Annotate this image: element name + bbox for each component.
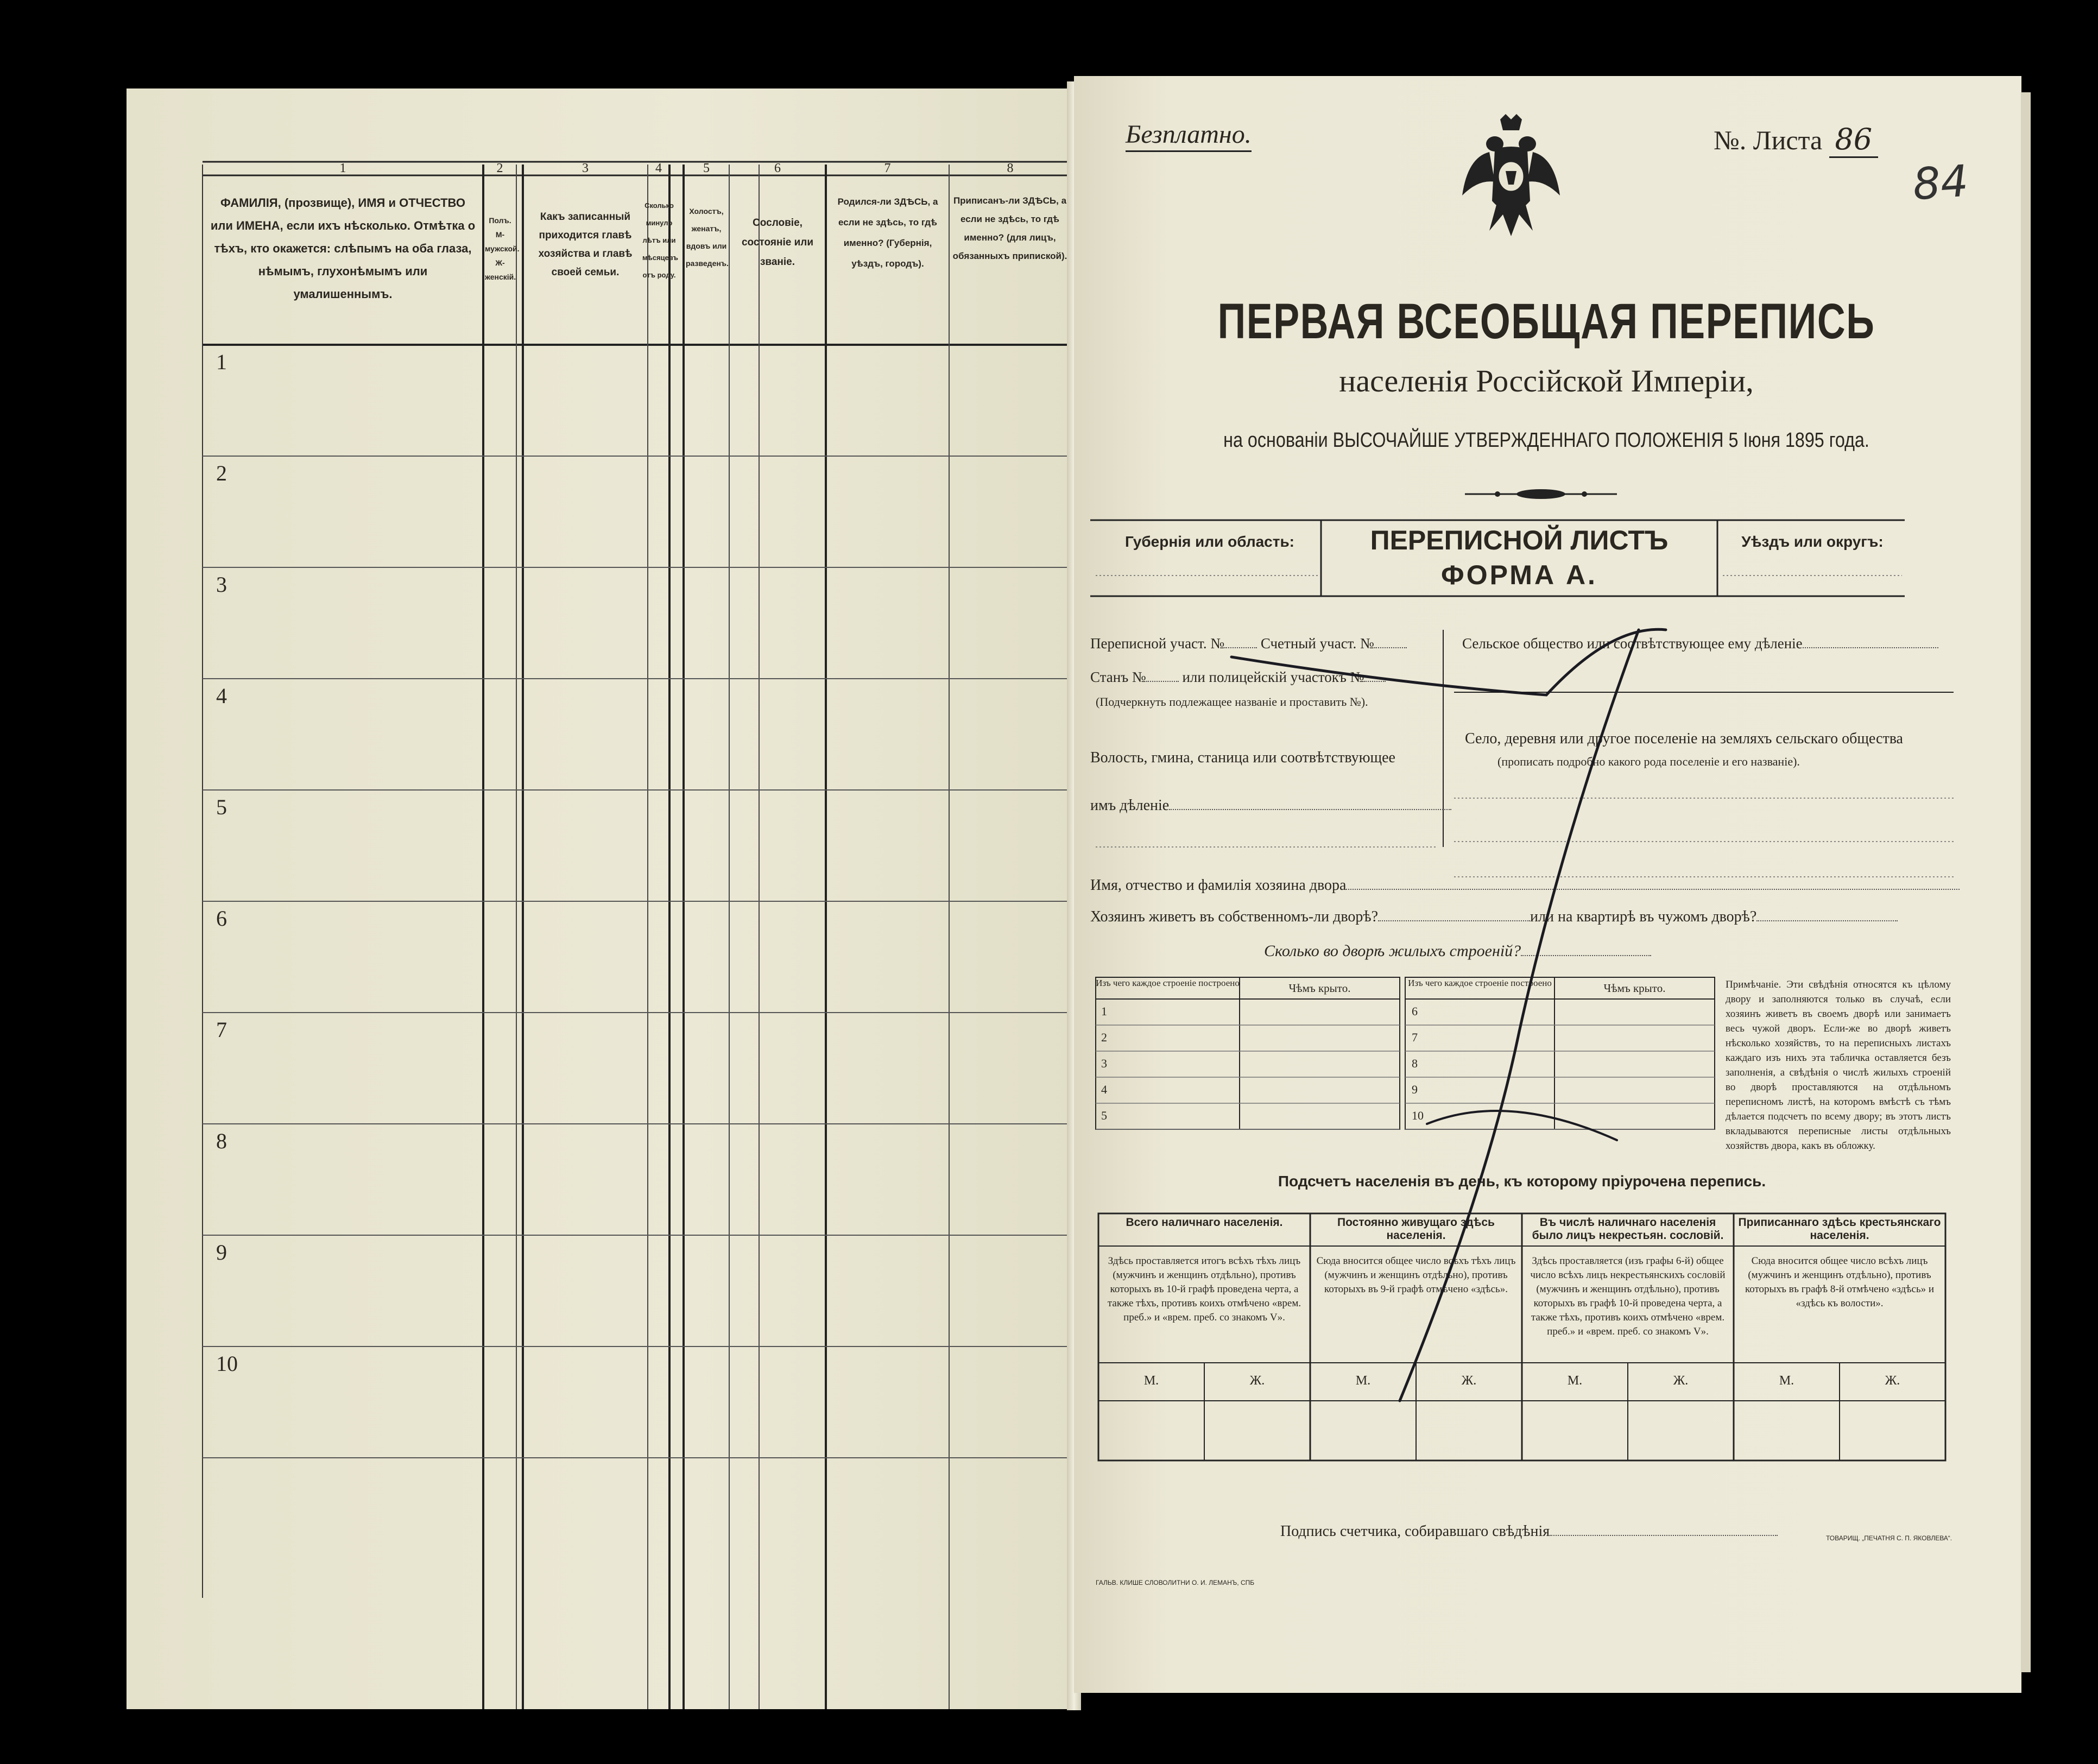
female-label: Ж. (1249, 1374, 1265, 1388)
bldg-row-number: 7 (1412, 1030, 1418, 1044)
form-title-line2: ФОРМА А. (1441, 560, 1597, 590)
count-col-desc: Здѣсь проставляется (изъ графы 6-й) общее число всѣхъ лицъ некрестьянскихъ сословій (мужчинъ и женщинъ отдѣльно), противъ которыхъ въ графѣ 10-й проведена черта, а также тѣхъ, противъ коихъ отмѣчено «врем. преб.» и «врем. преб. со знакомъ V». (1530, 1255, 1726, 1337)
sheet-label: №. Листа 86 (1714, 122, 1878, 158)
count-col-desc: Сюда вносится общее число всѣхъ лицъ (мужчинъ и женщинъ отдѣльно), противъ которыхъ въ графѣ 8-й отмѣчено «здѣсь» и «здѣсь къ волости». (1745, 1255, 1935, 1309)
row-number: 10 (216, 1351, 238, 1376)
volost-label: Волость, гмина, станица или соотвѣтствующее (1090, 749, 1395, 766)
col-number-6: 6 (774, 161, 781, 175)
row-number: 1 (216, 350, 227, 374)
col-number-1: 1 (339, 161, 346, 175)
row-number: 5 (216, 795, 227, 819)
col-header-6: Сословіе, состояніе или званіе. (741, 217, 814, 268)
col-header-2: Полъ. М-мужской. Ж-женскій. (485, 216, 520, 281)
census-title: ПЕРВАЯ ВСЕОБЩАЯ ПЕРЕПИСЬ (1217, 294, 1875, 349)
owner-name-field: Имя, отчество и фамилія хозяина двора (1090, 877, 1960, 894)
bldg-col-material-right: Изъ чего каждое строеніе построено (1408, 978, 1552, 988)
uezd-label: Уѣздъ или округъ: (1741, 533, 1884, 550)
bldg-row-number: 5 (1101, 1109, 1107, 1122)
left-page (127, 88, 1074, 1709)
male-label: М. (1355, 1374, 1371, 1388)
col-number-8: 8 (1007, 161, 1014, 175)
col-number-4: 4 (655, 161, 662, 175)
village-note: (прописать подробно какого рода поселеніе и его названіе). (1497, 755, 1800, 768)
stan-field: Станъ № или полицейскій участокъ № (1090, 669, 1386, 686)
col-header-8: Приписанъ-ли ЗДѢСЬ, а если не здѣсь, то гдѣ именно? (для лицъ, обязанныхъ припиской). (952, 195, 1067, 261)
col-number-7: 7 (884, 161, 891, 175)
printer-left: ГАЛЬВ. КЛИШЕ СЛОВОЛИТНИ О. И. ЛЕМАНЪ, СПБ (1096, 1579, 1255, 1586)
bldg-row-number: 8 (1412, 1057, 1418, 1070)
bldg-row-number: 6 (1412, 1004, 1418, 1018)
count-col-desc: Здѣсь проставляется итогъ всѣхъ тѣхъ лицъ (мужчинъ и женщинъ отдѣльно), противъ которыхъ въ 10-й графѣ проведена черта, а также тѣхъ, противъ коихъ отмѣчено «врем. преб.» и «врем. преб. со знакомъ V». (1107, 1255, 1301, 1323)
buildings-note: Примѣчаніе. Эти свѣдѣнія относятся къ цѣлому двору и заполняются только въ случаѣ, если хозяинъ живетъ въ своемъ дворѣ или занимаетъ весь чужой дворъ. Если-же во дворѣ живетъ нѣсколько хозяйствъ, то на переписныхъ листахъ каждаго изъ нихъ эта табличка оставляется безъ заполненія, а свѣдѣнія о числѣ жилыхъ строеній во дворѣ проставляются на отдѣльномъ переписномъ листѣ, на которомъ вмѣстѣ съ тѣмъ дѣлается подсчетъ по всему двору; въ этотъ листъ вкладываются переписные листы отдѣльныхъ хозяйствъ двора, какъ въ обложку. (1726, 979, 1951, 1152)
left-table-grid (127, 88, 1074, 1709)
bldg-row-number: 4 (1101, 1083, 1107, 1096)
census-district-field: Переписной участ. № Счетный участ. № (1090, 635, 1407, 652)
col-header-3: Какъ записанный приходится главѣ хозяйства и главѣ своей семьи. (538, 211, 633, 278)
bldg-row-number: 2 (1101, 1030, 1107, 1044)
male-label: М. (1779, 1374, 1794, 1388)
owner-lives-field: Хозяинъ живетъ въ собственномъ-ли дворѣ? или на квартирѣ въ чужомъ дворѣ? (1090, 908, 1898, 926)
col-header-7: Родился-ли ЗДѢСЬ, а если не здѣсь, то гдѣ именно? (Губернія, уѣздъ, городъ). (837, 197, 938, 269)
row-number: 3 (216, 572, 227, 597)
printer-right: ТОВАРИЩ. „ПЕЧАТНЯ С. П. ЯКОВЛЕВА“. (1826, 1534, 1952, 1542)
row-number: 9 (216, 1240, 227, 1264)
buildings-question: Сколько во дворѣ жилыхъ строеній? (1264, 942, 1651, 960)
bldg-row-number: 1 (1101, 1004, 1107, 1018)
census-subtitle: населенія Россійской Имперіи, (1339, 363, 1754, 399)
village-label: Село, деревня или другое поселеніе на земляхъ сельскаго общества (1465, 730, 1903, 747)
count-col-header: Постоянно живущаго здѣсь населенія. (1337, 1216, 1495, 1242)
free-label: Безплатно. (1126, 119, 1252, 152)
row-number: 4 (216, 684, 227, 708)
bldg-col-roof-right: Чѣмъ крыто. (1603, 982, 1666, 995)
underline-note: (Подчеркнуть подлежащее названіе и проставить №). (1096, 695, 1368, 709)
bldg-row-number: 3 (1101, 1057, 1107, 1070)
right-page (1074, 76, 2021, 1693)
row-number: 2 (216, 461, 227, 485)
row-number: 7 (216, 1017, 227, 1042)
division-field: имъ дѣленіе (1090, 797, 1451, 814)
count-col-header: Въ числѣ наличнаго населенія было лицъ некрестьян. сословій. (1532, 1216, 1724, 1242)
col-number-3: 3 (582, 161, 589, 175)
bldg-col-material-left: Изъ чего каждое строеніе построено (1096, 978, 1240, 988)
gubernia-label: Губернія или область: (1124, 533, 1295, 550)
bldg-row-number: 9 (1412, 1083, 1418, 1096)
bldg-row-number: 10 (1412, 1109, 1424, 1122)
row-number: 6 (216, 906, 227, 931)
corner-note-handwritten: 84 (1911, 155, 1970, 210)
col-number-5: 5 (703, 161, 710, 175)
signature-field: Подпись счетчика, собиравшаго свѣдѣнія (1280, 1523, 1778, 1540)
col-header-4: Сколько минуло лѣтъ или мѣсяцевъ отъ роду. (642, 201, 678, 279)
count-col-desc: Сюда вносится общее число всѣхъ тѣхъ лицъ (мужчинъ и женщинъ отдѣльно), противъ которыхъ въ 9-й графѣ отмѣчено «здѣсь». (1316, 1255, 1516, 1295)
count-col-header: Приписаннаго здѣсь крестьянскаго населенія. (1738, 1216, 1941, 1242)
row-number: 8 (216, 1129, 227, 1153)
col-number-2: 2 (496, 161, 503, 175)
census-basis: на основаніи ВЫСОЧАЙШЕ УТВЕРЖДЕННАГО ПОЛОЖЕНІЯ 5 Іюня 1895 года. (1223, 429, 1869, 452)
bldg-col-roof-left: Чѣмъ крыто. (1288, 982, 1351, 995)
sheet-number-handwritten: 86 (1829, 122, 1878, 158)
rural-society-field: Сельское общество или соотвѣтствующее ему дѣленіе (1462, 635, 1938, 652)
female-label: Ж. (1885, 1374, 1900, 1388)
col-header-1: ФАМИЛІЯ, (прозвище), ИМЯ и ОТЧЕСТВО или ИМЕНА, если ихъ нѣсколько. Отмѣтка о тѣхъ, кто окажется: слѣпымъ на оба глаза, нѣмымъ, глухонѣмымъ или умалишеннымъ. (210, 196, 476, 301)
form-title-line1: ПЕРЕПИСНОЙ ЛИСТЪ (1370, 525, 1669, 555)
male-label: М. (1567, 1374, 1583, 1388)
male-label: М. (1143, 1374, 1159, 1388)
female-label: Ж. (1673, 1374, 1689, 1388)
page-edge (2021, 92, 2031, 1672)
female-label: Ж. (1461, 1374, 1477, 1388)
count-col-header: Всего наличнаго населенія. (1126, 1216, 1283, 1229)
col-header-5: Холостъ, женатъ, вдовъ или разведенъ. (686, 207, 729, 268)
count-title: Подсчетъ населенія въ день, къ которому пріурочена перепись. (1278, 1173, 1766, 1190)
